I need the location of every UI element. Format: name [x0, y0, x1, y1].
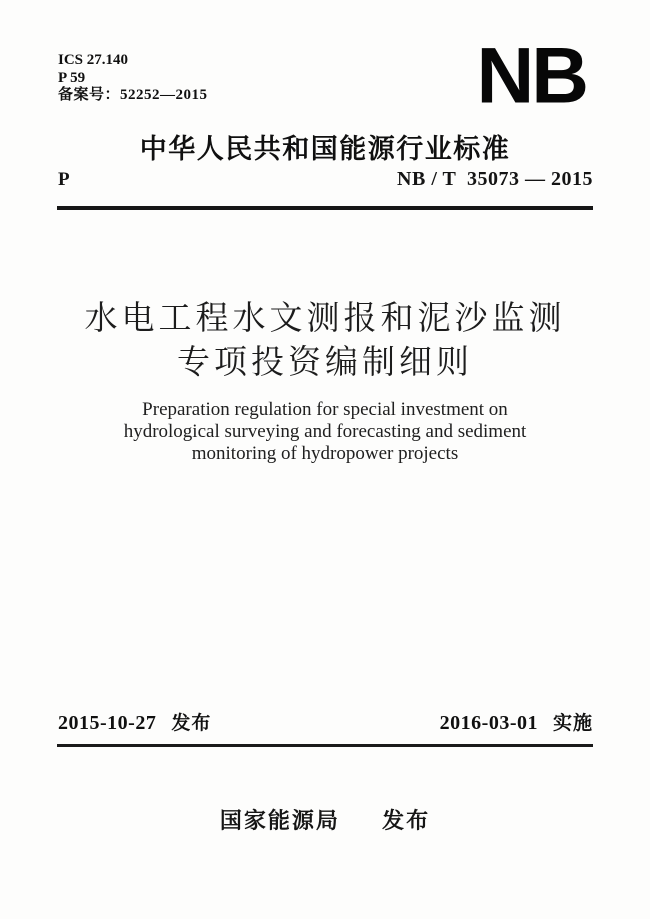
ics-code: ICS 27.140 [58, 52, 129, 68]
issue-date-group [58, 708, 211, 735]
dates-row [58, 708, 593, 735]
publisher-name: 国家能源局 [219, 808, 340, 833]
implement-date-label: 实施 [552, 713, 593, 734]
doc-class-code: P 59 [58, 69, 86, 86]
doc-class-letter: P [58, 169, 70, 190]
publisher-action-label: 发布 [382, 808, 431, 833]
issue-date: 2015-10-27 [58, 712, 157, 734]
standard-type-heading: 中华人民共和国能源行业标准 [139, 134, 511, 164]
title-english-line2: hydrological surveying and forecasting and sediment [123, 421, 527, 442]
classification-block [58, 52, 208, 105]
issue-date-label: 发布 [171, 713, 212, 734]
implement-date-group [440, 708, 593, 735]
header-divider-rule [57, 206, 593, 210]
nb-logo: NB [476, 31, 586, 120]
standard-code: NB / T 35073 — 2015 [397, 168, 593, 190]
implement-date: 2016-03-01 [439, 712, 538, 734]
title-chinese [0, 297, 650, 385]
standard-code-row [58, 168, 593, 191]
title-english [0, 399, 650, 465]
title-english-line3: monitoring of hydropower projects [191, 443, 459, 464]
title-english-line1: Preparation regulation for special investment on [142, 399, 508, 420]
publisher-row [0, 804, 650, 835]
title-chinese-line1: 水电工程水文测报和泥沙监测 [84, 301, 566, 337]
footer-divider-rule [57, 744, 593, 747]
record-number: 备案号：52252—2015 [58, 87, 208, 103]
title-chinese-line2: 专项投资编制细则 [177, 345, 473, 381]
